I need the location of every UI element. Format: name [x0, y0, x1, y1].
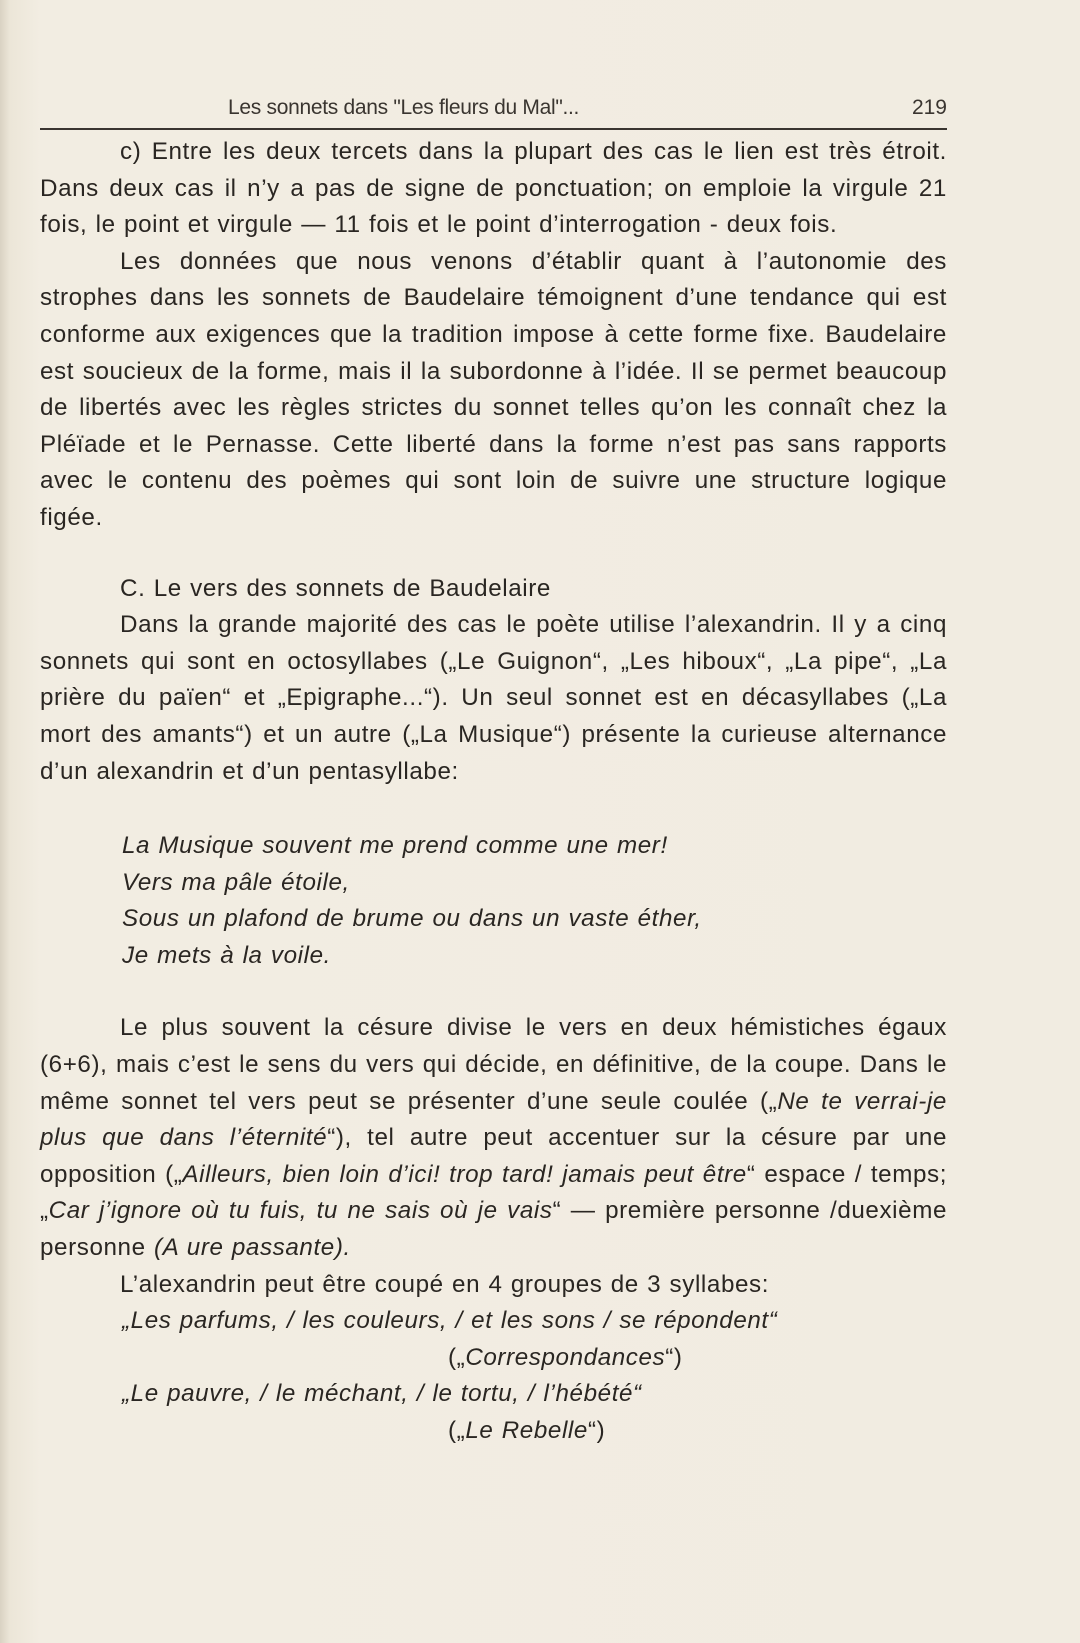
- quote-eternite: Ne te verrai-je plus que dans l’éternité: [40, 1087, 947, 1152]
- example-source: [40, 1340, 947, 1377]
- source-title: Le Rebelle: [465, 1417, 588, 1444]
- poem-quote: [40, 828, 947, 974]
- paragraph-alexandrin: Dans la grande majorité des cas le poète utilise l’alexandrin. Il y a cinq sonnets qui sont en octosyllabes („Le Guignon“, „Les hiboux“, „La pipe“, „La prière du païen“ et „Epigraphe...“). Un seul sonnet est en décasyllabes („La mort des amants“) et un autre („La Musique“) présente la curieuse alternance d’un alexandrin et d’un pentasyllabe:: [40, 611, 947, 785]
- cesure-text: “ espace / temps; „: [40, 1160, 948, 1225]
- running-header: [40, 92, 947, 130]
- quote-car-jignore: Car j’ignore où tu fuis, tu ne sais où je vais: [48, 1197, 553, 1225]
- quote-open: („: [448, 1343, 466, 1371]
- running-title: Les sonnets dans "Les fleurs du Mal"...: [228, 96, 580, 119]
- poem-line: Vers ma pâle étoile,: [122, 868, 350, 896]
- poem-line: Je mets à la voile.: [122, 941, 331, 969]
- cesure-text: “ — première personne /duexième personne: [40, 1197, 947, 1262]
- example-verse: „Le pauvre, / le méchant, / le tortu, / l’hébété“: [122, 1380, 642, 1408]
- cesure-text: “), tel autre peut accentuer sur la césure par une opposition („: [40, 1124, 947, 1188]
- paragraph-cesure: [40, 1010, 947, 1266]
- paragraph-tercets: c) Entre les deux tercets dans la plupart des cas le lien est très étroit. Dans deux cas il n’y a pas de signe de ponctuation; on emploie la virgule 21 fois, le point et virgule — 11 fois et le point d’interrogation - deux fois.: [40, 138, 947, 239]
- paragraph-groupes: L’alexandrin peut être coupé en 4 groupes de 3 syllabes:: [120, 1270, 770, 1298]
- example-source: [40, 1413, 947, 1450]
- quote-close: “): [587, 1417, 606, 1444]
- poem-line: La Musique souvent me prend comme une mer!: [122, 832, 668, 860]
- paragraph-strophes-autonomy: Les données que nous venons d’établir quant à l’autonomie des strophes dans les sonnets de Baudelaire témoignent d’une tendance qui est conforme aux exigences que la tradition impose à cette forme fixe. Baudelaire est soucieux de la forme, mais il la subordonne à l’idée. Il se permet beaucoup de libertés avec les règles strictes du sonnet telles qu’on les connaît chez la Pléïade et le Pernasse. Cette liberté dans la forme n’est pas sans rapports avec le contenu des poèmes qui sont loin de suivre une structure logique figée.: [40, 247, 947, 531]
- page-number: 219: [911, 96, 947, 119]
- page-body: [40, 134, 947, 1450]
- poem-line: Sous un plafond de brume ou dans un vaste éther,: [122, 905, 702, 933]
- section-title: C. Le vers des sonnets de Baudelaire: [120, 574, 551, 602]
- quote-close: “): [665, 1343, 683, 1371]
- poem-reference: (A ure passante).: [153, 1234, 351, 1262]
- cesure-text: Le plus souvent la césure divise le vers en deux hémistiches égaux (6+6), mais c’est le sens du vers qui décide, en définitive, de la coupe. Dans le même sonnet tel vers peut se présenter d’une seule coulée („: [40, 1014, 947, 1115]
- source-title: Correspondances: [465, 1343, 666, 1371]
- example-verse: „Les parfums, / les couleurs, / et les sons / se répondent“: [122, 1307, 778, 1335]
- quote-ailleurs: Ailleurs, bien loin d’ici! trop tard! jamais peut être: [182, 1160, 747, 1188]
- quote-open: („: [448, 1417, 466, 1444]
